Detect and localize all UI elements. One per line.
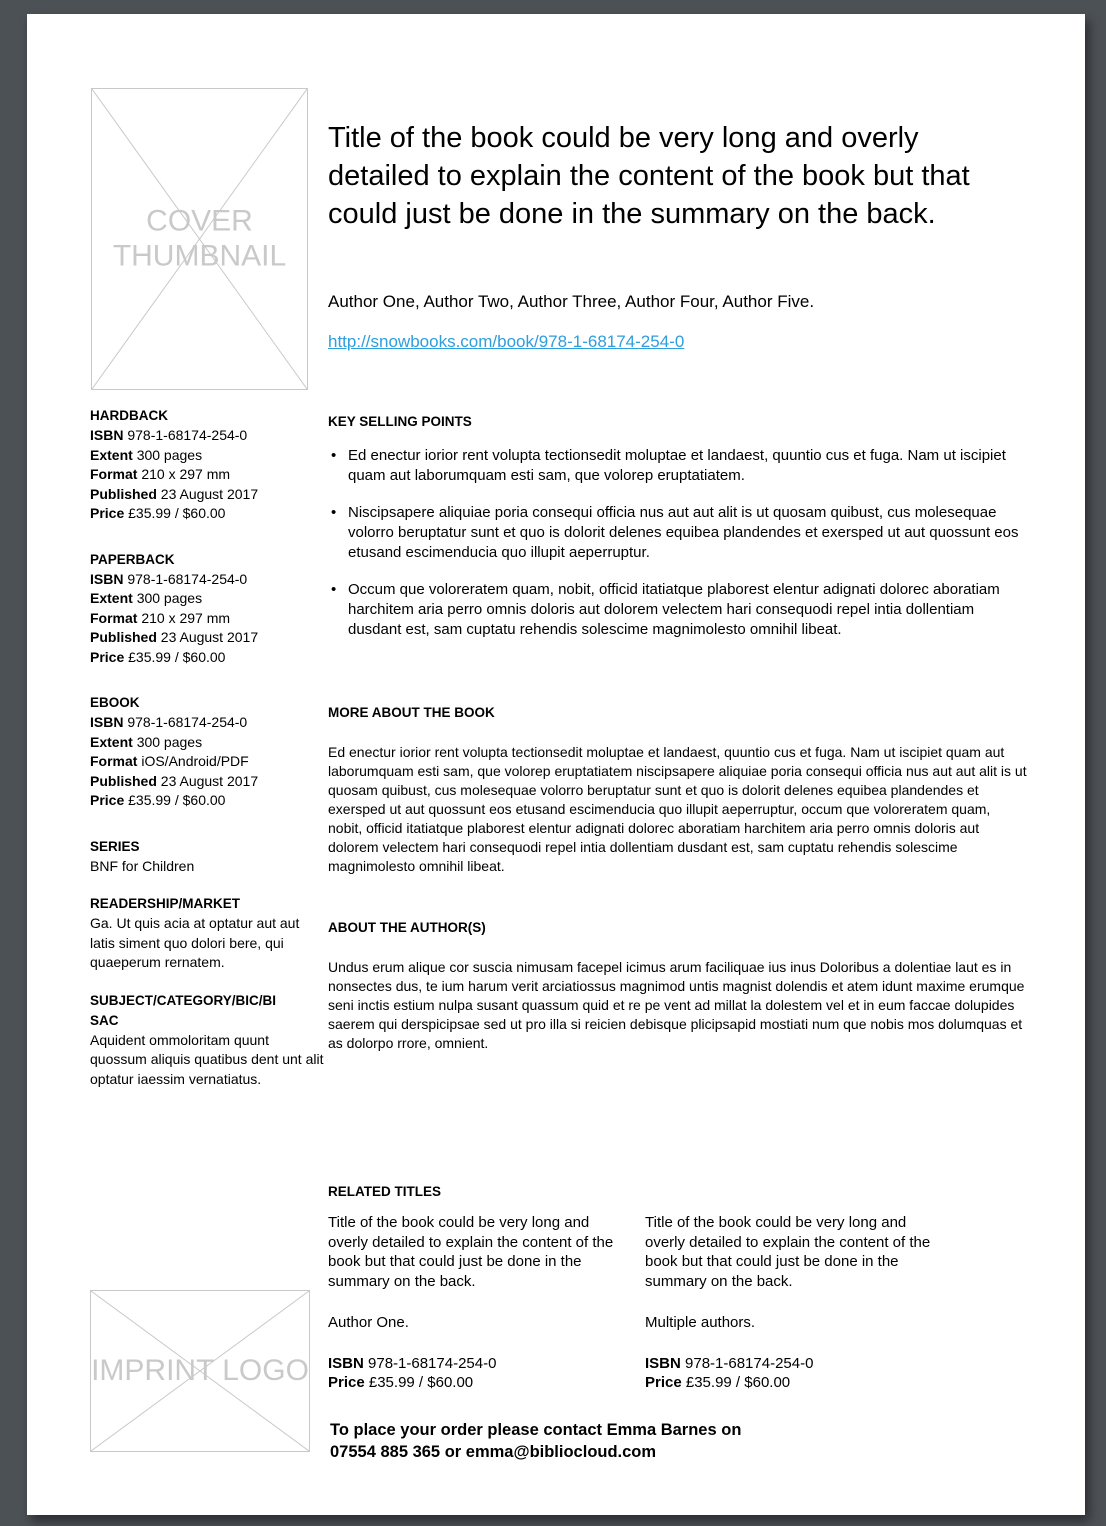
- extent-value: 300 pages: [136, 590, 203, 606]
- extent-label: Extent: [90, 733, 133, 750]
- format-block-paperback: [90, 550, 325, 668]
- isbn-value: 978-1-68174-254-0: [127, 427, 248, 443]
- about-authors-text: Undus erum alique cor suscia nimusam facepel icimus arum faciliquae ius inus Doloribus a dolentiae laut es in nonsectes dus, te ium harum verit arciatiossus magnimod untis magnist dolendis et atem idunt maxime erumque seni inctis estium nulpa susant quassum quid et re pe vent ad millat la dolestem vel et in eum faccae dolupides saerem qui derspicipsae sed ut pro illa si reicien debisque plicipsapid mostiati num que nobis mos dolumquas et as dolorpo rrore, omnient.: [328, 959, 1025, 1051]
- selling-point-item: • Occum que voloreratem quam, nobit, officid itatiatque plaborest elentur adignati dolorec aboratiam harchitem aria perro omnis doloris aut dolorem velectem hari consequodi repel intia dollentiam dusdant est, sam cuptatu rehendis solescime magnimolesto omnihil libeat.: [328, 580, 1028, 640]
- book-title: Title of the book could be very long and overly detailed to explain the content of the book but that could just be done in the summary on the back.: [328, 122, 970, 230]
- isbn-row: [90, 570, 325, 590]
- related-titles-section: [328, 1183, 1028, 1393]
- price-row: [328, 1373, 628, 1393]
- price-value: £35.99 / $60.00: [128, 505, 226, 521]
- isbn-row: [328, 1354, 628, 1374]
- published-row: [90, 772, 325, 792]
- key-selling-points-section: [328, 413, 1028, 657]
- published-value: 23 August 2017: [160, 629, 259, 645]
- price-value: £35.99 / $60.00: [368, 1374, 474, 1391]
- price-label: Price: [90, 648, 125, 665]
- format-row: [90, 752, 325, 772]
- published-value: 23 August 2017: [160, 772, 259, 789]
- more-about-heading: MORE ABOUT THE BOOK: [328, 705, 495, 720]
- format-row: [90, 609, 325, 629]
- price-value: £35.99 / $60.00: [128, 792, 226, 808]
- readership-heading: READERSHIP/MARKET: [90, 896, 241, 911]
- format-block-ebook: [90, 693, 325, 811]
- extent-row: [90, 733, 325, 753]
- format-heading: PAPERBACK: [90, 551, 175, 567]
- format-label: Format: [90, 466, 138, 482]
- cover-thumbnail-label: COVER THUMBNAIL: [112, 204, 287, 272]
- price-row: [90, 791, 325, 811]
- related-title-author: Multiple authors.: [645, 1314, 756, 1331]
- isbn-value: 978-1-68174-254-0: [685, 1354, 814, 1372]
- published-label: Published: [90, 629, 157, 645]
- readership-block: [90, 894, 325, 973]
- extent-value: 300 pages: [136, 733, 203, 750]
- price-row: [645, 1373, 945, 1393]
- isbn-value: 978-1-68174-254-0: [127, 570, 248, 587]
- isbn-label: ISBN: [645, 1354, 681, 1372]
- isbn-label: ISBN: [90, 427, 124, 443]
- published-label: Published: [90, 485, 157, 502]
- price-label: Price: [90, 505, 125, 521]
- related-title-item: [645, 1213, 945, 1393]
- metadata-sidebar: [90, 406, 325, 1089]
- selling-point-item: • Ed enectur iorior rent volupta tectionsedit moluptae et landaest, quuntio cus et fuga. Nam ut iscipiet quam aut laborumquam esti sam, que volorep eruptatiatem.: [328, 446, 1028, 486]
- related-title-author: Author One.: [328, 1314, 409, 1331]
- about-authors-section: [328, 919, 1034, 1053]
- subject-text: Aquident ommoloritam quunt quossum aliquis quatibus dent unt alit optatur iaessim vernatiatus.: [90, 1031, 324, 1087]
- order-contact-text: To place your order please contact Emma Barnes on 07554 885 365 or emma@bibliocloud.com: [330, 1421, 742, 1461]
- imprint-logo-label: IMPRINT LOGO: [91, 1353, 309, 1387]
- isbn-row: [645, 1354, 945, 1374]
- format-label: Format: [90, 609, 138, 626]
- price-value: £35.99 / $60.00: [128, 648, 226, 665]
- subject-heading: SUBJECT/CATEGORY/BIC/BISAC: [90, 992, 277, 1028]
- related-titles-heading: RELATED TITLES: [328, 1184, 441, 1199]
- extent-label: Extent: [90, 446, 133, 463]
- price-row: [90, 504, 325, 524]
- price-row: [90, 648, 325, 668]
- isbn-label: ISBN: [328, 1354, 364, 1372]
- extent-label: Extent: [90, 590, 133, 606]
- extent-row: [90, 589, 325, 609]
- related-title-text: Title of the book could be very long and overly detailed to explain the content of the book but that could just be done in the summary on the back.: [645, 1214, 931, 1290]
- isbn-row: [90, 713, 325, 733]
- extent-value: 300 pages: [136, 446, 203, 463]
- format-value: iOS/Android/PDF: [141, 753, 249, 769]
- format-label: Format: [90, 753, 138, 769]
- format-value: 210 x 297 mm: [141, 466, 231, 482]
- series-value: BNF for Children: [90, 857, 195, 874]
- price-label: Price: [90, 792, 125, 808]
- format-block-hardback: [90, 406, 325, 524]
- format-row: [90, 465, 325, 485]
- imprint-logo-placeholder: [90, 1290, 310, 1452]
- key-selling-points-heading: KEY SELLING POINTS: [328, 414, 472, 429]
- more-about-text: Ed enectur iorior rent volupta tectionsedit moluptae et landaest, quuntio cus et fuga. Nam ut iscipiet quam aut laborumquam esti sam, que volorep eruptatiatem niscipsapere aliquiae poria consequi officia nus aut aut alit is ut quosam quibust, cus molesequae volorro beruptatur sunt et quo is dolorit delenes equibea plandendes et exersped ut aut quossunt eos etusand escimenducia quo illupit aeperruptur, occum que voloreratem quam, nobit, officid itatiatque plaborest elentur adignati dolorec aboratiam harchitem aria perro omnis doloris aut dolorem velectem hari consequodi repel intia dollentiam dusdant est, sam cuptatu rehendis solescime magnimolesto omnihil libeat.: [328, 744, 1027, 874]
- format-value: 210 x 297 mm: [141, 609, 231, 626]
- published-row: [90, 628, 325, 648]
- isbn-row: [90, 426, 325, 446]
- related-title-text: Title of the book could be very long and overly detailed to explain the content of the book but that could just be done in the summary on the back.: [328, 1214, 614, 1290]
- isbn-label: ISBN: [90, 714, 124, 730]
- cover-thumbnail-placeholder: [91, 88, 308, 390]
- ai-sheet-page: [27, 14, 1085, 1515]
- format-heading: EBOOK: [90, 695, 140, 710]
- extent-row: [90, 446, 325, 466]
- published-row: [90, 485, 325, 505]
- selling-point-item: • Niscipsapere aliquiae poria consequi officia nus aut aut alit is ut quosam quibust, cus molesequae volorro beruptatur sunt et quo is dolorit delenes equibea plandendes et exersped ut aut quossunt eos etusand escimenducia quo illupit aeperruptur.: [328, 503, 1028, 563]
- related-titles-grid: [328, 1213, 1028, 1393]
- isbn-value: 978-1-68174-254-0: [368, 1354, 497, 1372]
- price-label: Price: [328, 1374, 365, 1391]
- key-selling-points-list: [328, 446, 1028, 640]
- book-authors: Author One, Author Two, Author Three, Author Four, Author Five.: [328, 292, 815, 311]
- series-block: [90, 837, 325, 877]
- readership-text: Ga. Ut quis acia at optatur aut aut latis siment quo dolori bere, qui quaeperum rernatem.: [90, 915, 300, 970]
- related-title-meta: [328, 1354, 628, 1393]
- series-heading: SERIES: [90, 838, 140, 854]
- published-value: 23 August 2017: [160, 485, 259, 502]
- format-heading: HARDBACK: [90, 408, 168, 423]
- price-label: Price: [645, 1374, 682, 1391]
- published-label: Published: [90, 772, 157, 789]
- related-title-meta: [645, 1354, 945, 1393]
- book-url-link[interactable]: http://snowbooks.com/book/978-1-68174-254-0: [328, 332, 685, 351]
- price-value: £35.99 / $60.00: [685, 1374, 791, 1391]
- about-authors-heading: ABOUT THE AUTHOR(S): [328, 920, 486, 935]
- isbn-value: 978-1-68174-254-0: [127, 714, 248, 730]
- more-about-section: [328, 704, 1028, 876]
- related-title-item: [328, 1213, 628, 1393]
- isbn-label: ISBN: [90, 570, 124, 587]
- subject-block: [90, 991, 325, 1090]
